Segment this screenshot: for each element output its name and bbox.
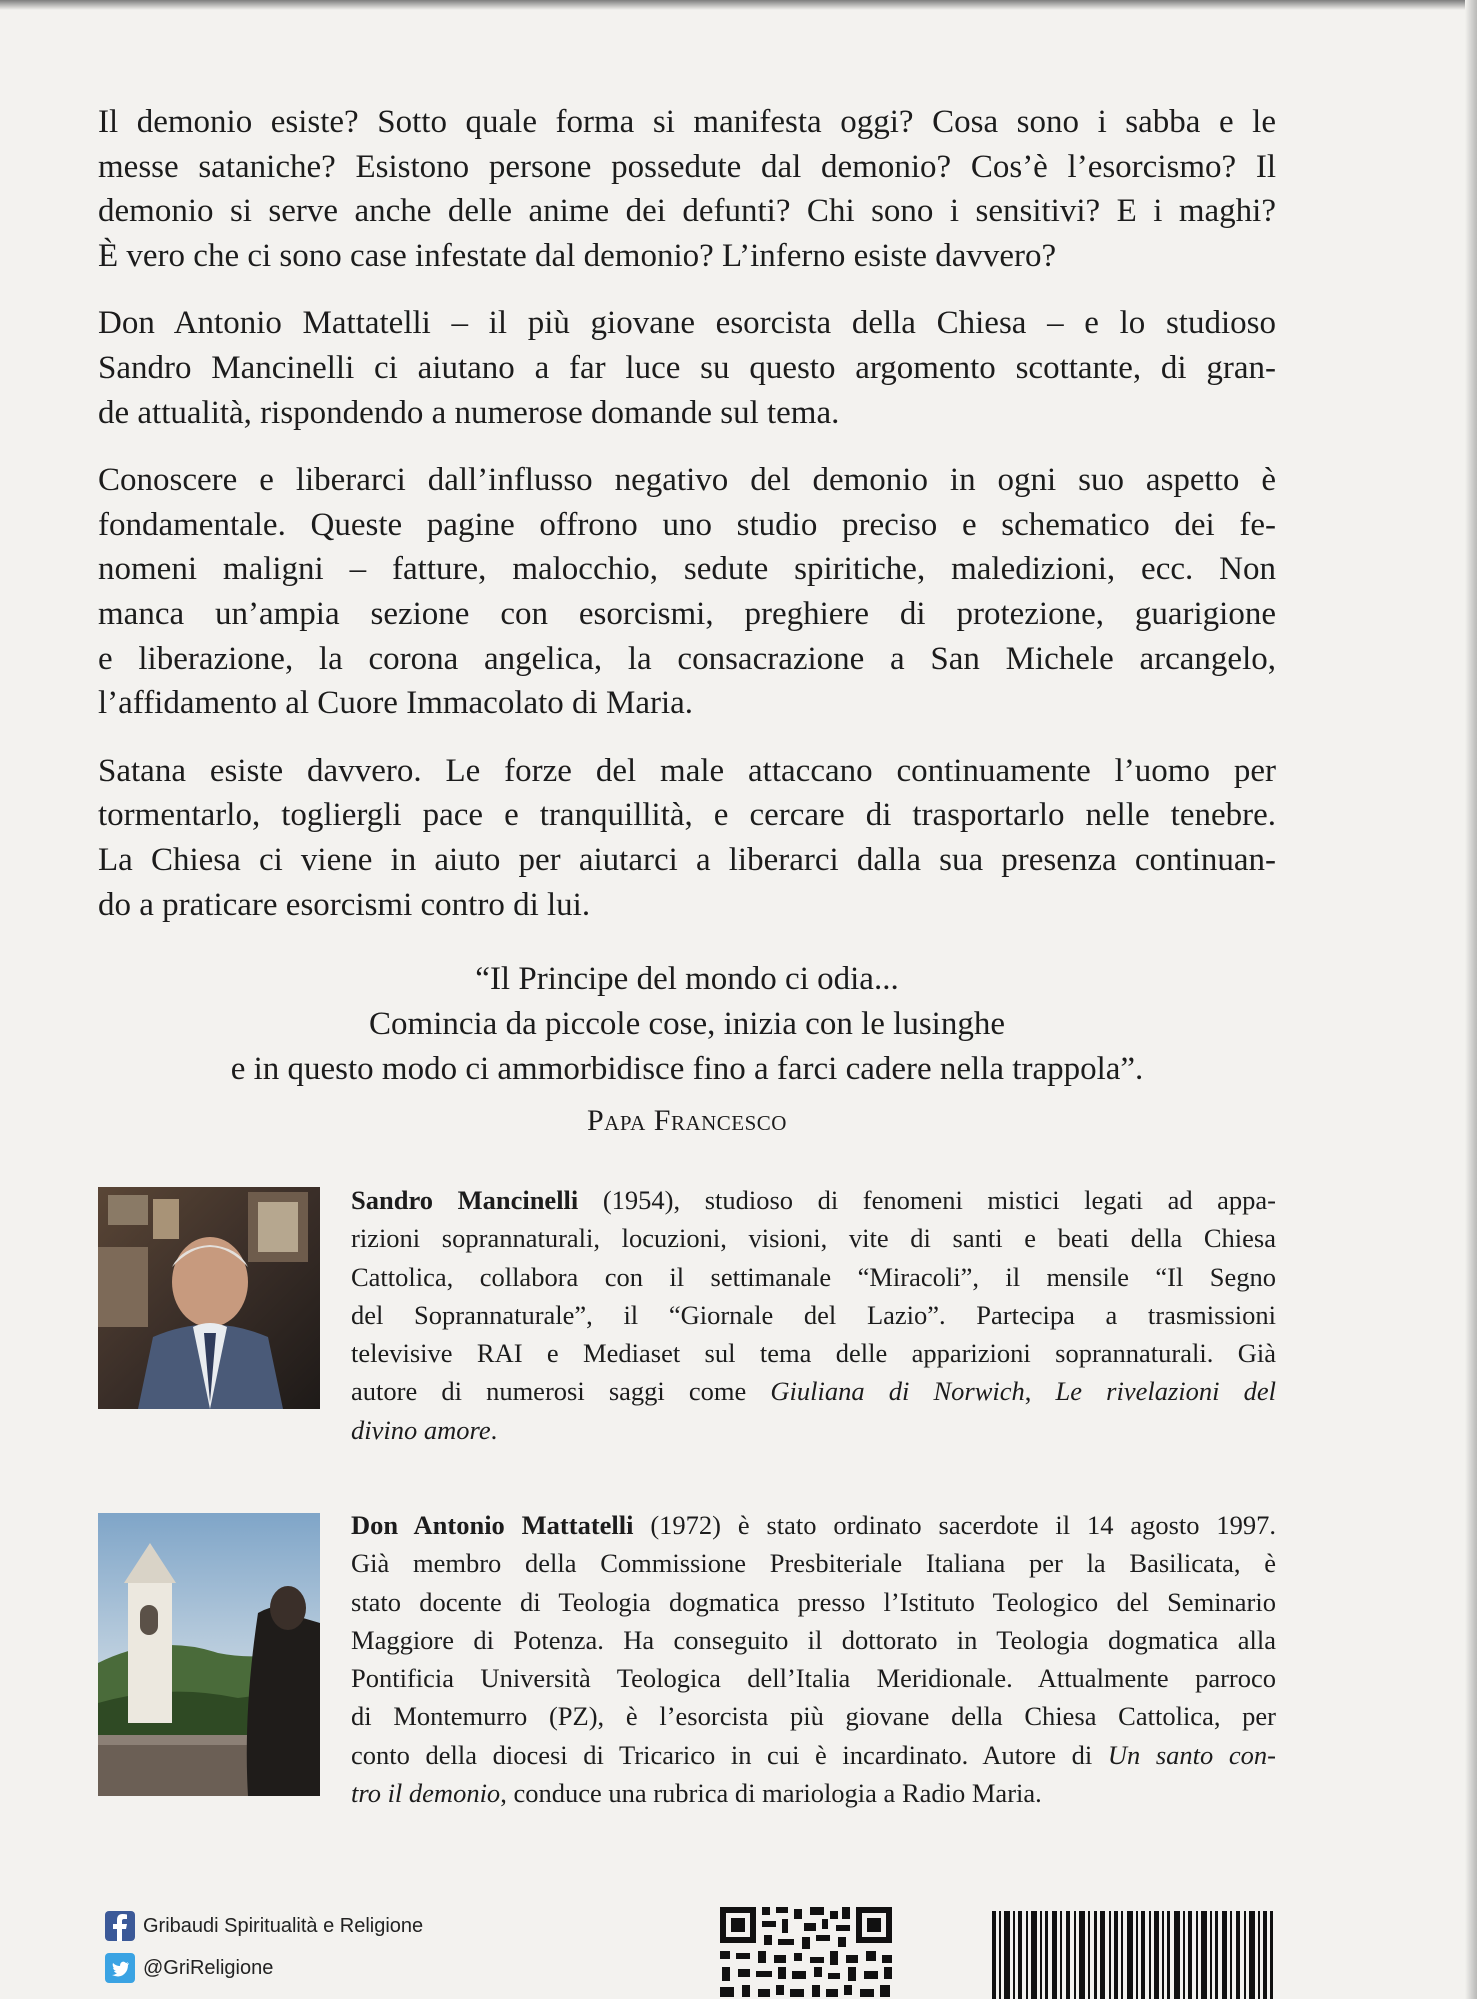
text-line bbox=[351, 1372, 1276, 1410]
text-line: demonio si serve anche delle anime dei defunti? Chi sono i sensitivi? E i maghi? bbox=[98, 193, 1276, 230]
text-line: La Chiesa ci viene in aiuto per aiutarci a liberarci dalla sua presenza continuan- bbox=[98, 841, 1276, 878]
quote-line: Comincia da piccole cose, inizia con le lusinghe bbox=[369, 1006, 1005, 1043]
text-line: Cattolica, collabora con il settimanale “Miracoli”, il mensile “Il Segno bbox=[351, 1261, 1276, 1292]
text-line: del Soprannaturale”, il “Giornale del Lazio”. Partecipa a trasmissioni bbox=[351, 1299, 1276, 1330]
text-line: stato docente di Teologia dogmatica presso l’Istituto Teologico del Seminario bbox=[351, 1586, 1276, 1617]
scan-top-edge bbox=[0, 0, 1477, 10]
twitter-label: @GriReligione bbox=[143, 1956, 274, 1979]
text-line: televisive RAI e Mediaset sul tema delle apparizioni soprannaturali. Già bbox=[351, 1338, 1276, 1369]
bio-text-mancinelli bbox=[351, 1181, 1276, 1449]
text-line: e liberazione, la corona angelica, la consacrazione a San Michele arcangelo, bbox=[98, 640, 1276, 677]
text-line: nomeni maligni – fatture, malocchio, sedute spiritiche, maledizioni, ecc. Non bbox=[98, 551, 1276, 588]
book-title: Giuliana di Norwich bbox=[770, 1376, 1025, 1407]
text-line: l’affidamento al Cuore Immacolato di Maria. bbox=[98, 685, 694, 722]
text-line: tormentarlo, togliergli pace e tranquillità, e cercare di trasportarlo nelle tenebre. bbox=[98, 797, 1276, 834]
bio-line-text: , conduce una rubrica di mariologia a Radio Maria. bbox=[500, 1778, 1042, 1809]
author-name: Sandro Mancinelli bbox=[351, 1185, 579, 1215]
book-title: Le rivelazioni del bbox=[1055, 1376, 1276, 1407]
text-line: Già membro della Commissione Presbiteriale Italiana per la Basilicata, è bbox=[351, 1548, 1276, 1579]
pope-quote bbox=[98, 957, 1276, 1143]
bio-line-text: (1972) è stato ordinato sacerdote il 14 agosto 1997. bbox=[633, 1510, 1276, 1540]
book-title: divino amore bbox=[351, 1414, 491, 1445]
text-line bbox=[351, 1411, 1276, 1449]
text-line bbox=[351, 1506, 1276, 1544]
intro-paragraph-3 bbox=[98, 458, 1276, 726]
text-line: Sandro Mancinelli ci aiutano a far luce su questo argomento scottante, di gran- bbox=[98, 349, 1276, 386]
text-line: fondamentale. Queste pagine offrono uno studio preciso e schematico dei fe- bbox=[98, 506, 1276, 543]
book-title: Un santo con- bbox=[1107, 1739, 1276, 1770]
bio-line-text: . bbox=[490, 1414, 498, 1445]
text-line: di Montemurro (PZ), è l’esorcista più giovane della Chiesa Cattolica, per bbox=[351, 1701, 1276, 1732]
text-line bbox=[351, 1181, 1276, 1219]
book-title: tro il demonio bbox=[351, 1778, 501, 1809]
text-line: messe sataniche? Esistono persone possedute dal demonio? Cos’è l’esorcismo? Il bbox=[98, 148, 1276, 185]
intro-paragraph-1 bbox=[98, 100, 1276, 278]
quote-author: Papa Francesco bbox=[587, 1104, 787, 1138]
quote-line: “Il Principe del mondo ci odia... bbox=[475, 961, 899, 998]
bio-line-text: conto della diocesi di Tricarico in cui è incardinato. Autore di bbox=[351, 1739, 1108, 1770]
bio-text-mattatelli bbox=[351, 1506, 1276, 1812]
bio-line-text: autore di numerosi saggi come bbox=[351, 1376, 771, 1407]
text-line: manca un’ampia sezione con esorcismi, preghiere di protezione, guarigione bbox=[98, 595, 1276, 632]
facebook-link[interactable] bbox=[105, 1905, 423, 1947]
text-line: Maggiore di Potenza. Ha conseguito il dottorato in Teologia dogmatica alla bbox=[351, 1624, 1276, 1655]
author-photo-mancinelli bbox=[98, 1187, 320, 1409]
author-photo-mattatelli bbox=[98, 1513, 320, 1796]
text-line: Pontificia Università Teologica dell’Italia Meridionale. Attualmente parroco bbox=[351, 1663, 1276, 1694]
text-line: rizioni soprannaturali, locuzioni, visioni, vite di santi e beati della Chiesa bbox=[351, 1223, 1276, 1254]
facebook-label: Gribaudi Spiritualità e Religione bbox=[143, 1914, 424, 1937]
back-cover-text bbox=[98, 100, 1276, 1143]
twitter-link[interactable] bbox=[105, 1947, 423, 1989]
text-line: Conoscere e liberarci dall’influsso negativo del demonio in ogni suo aspetto è bbox=[98, 462, 1276, 499]
scan-right-edge bbox=[1465, 0, 1477, 1999]
text-line: Il demonio esiste? Sotto quale forma si manifesta oggi? Cosa sono i sabba e le bbox=[98, 104, 1276, 140]
text-line: Don Antonio Mattatelli – il più giovane esorcista della Chiesa – e lo studioso bbox=[98, 305, 1276, 342]
facebook-icon bbox=[105, 1911, 135, 1941]
social-links bbox=[105, 1905, 423, 1989]
qr-code bbox=[718, 1905, 894, 1999]
text-line: È vero che ci sono case infestate dal demonio? L’inferno esiste davvero? bbox=[98, 237, 1057, 274]
text-line: do a praticare esorcismi contro di lui. bbox=[98, 886, 591, 923]
text-line: Satana esiste davvero. Le forze del male attaccano continuamente l’uomo per bbox=[98, 752, 1276, 789]
text-line bbox=[351, 1736, 1276, 1774]
bio-line-text: , bbox=[1024, 1376, 1056, 1407]
text-line: de attualità, rispondendo a numerose domande sul tema. bbox=[98, 394, 840, 431]
bio-line-text: (1954), studioso di fenomeni mistici legati ad appa- bbox=[578, 1185, 1276, 1215]
text-line bbox=[351, 1774, 1276, 1812]
barcode bbox=[990, 1905, 1275, 1999]
author-name: Don Antonio Mattatelli bbox=[351, 1510, 634, 1540]
quote-line: e in questo modo ci ammorbidisce fino a farci cadere nella trappola”. bbox=[230, 1051, 1144, 1088]
twitter-icon bbox=[105, 1953, 135, 1983]
intro-paragraph-2 bbox=[98, 301, 1276, 435]
intro-paragraph-4 bbox=[98, 749, 1276, 927]
